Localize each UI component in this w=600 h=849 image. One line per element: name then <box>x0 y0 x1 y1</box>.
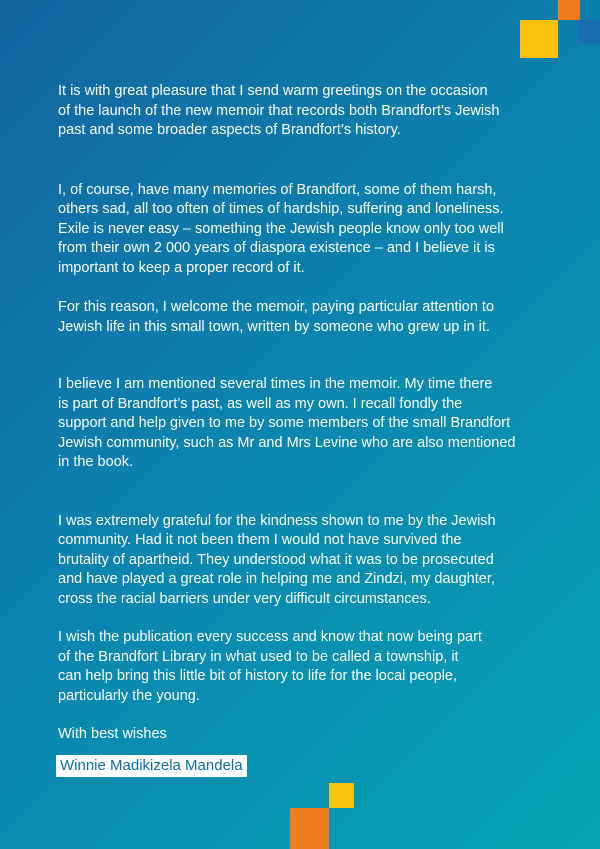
paragraph-1: It is with great pleasure that I send warm greetings on the occasion of the launch of the new memoir that records both Brandfort’s Jewish past and some broader aspects of Brandfort’s history. <box>58 83 500 138</box>
decor-square-yellow-top <box>520 20 558 58</box>
decor-square-orange-top <box>558 0 580 20</box>
letter-body <box>58 82 548 777</box>
decor-square-yellow-bottom <box>329 783 354 808</box>
paragraph-3: For this reason, I welcome the memoir, paying particular attention to Jewish life in this small town, written by someone who grew up in it. <box>58 299 495 335</box>
signature: Winnie Madikizela Mandela <box>56 755 247 777</box>
paragraph-2: I, of course, have many memories of Brandfort, some of them harsh, others sad, all too often of times of hardship, suffering and loneliness. Exile is never easy – something the Jewish people know only too well from their own 2 000 years of diaspora existence – and I believe it is important to keep a proper record of it. <box>58 181 504 276</box>
paragraph-6: I wish the publication every success and know that now being part of the Brandfort Library in what used to be called a township, it can help bring this little bit of history to life for the local people, particularly the young. <box>58 629 482 704</box>
paragraph-4: I believe I am mentioned several times in the memoir. My time there is part of Brandfort’s past, as well as my own. I recall fondly the support and help given to me by some members of the small Brandfort Jewish community, such as Mr and Mrs Levine who are also mentioned in the book. <box>58 376 516 470</box>
decor-square-blue-top <box>578 20 600 44</box>
decor-square-orange-bottom <box>290 808 329 849</box>
closing: With best wishes <box>58 726 167 742</box>
paragraph-5: I was extremely grateful for the kindness shown to me by the Jewish community. Had it not been them I would not have survived the brutality of apartheid. They understood what it was to be prosecuted and have played a great role in helping me and Zindzi, my daughter, cross the racial barriers under very difficult circumstances. <box>58 512 496 607</box>
